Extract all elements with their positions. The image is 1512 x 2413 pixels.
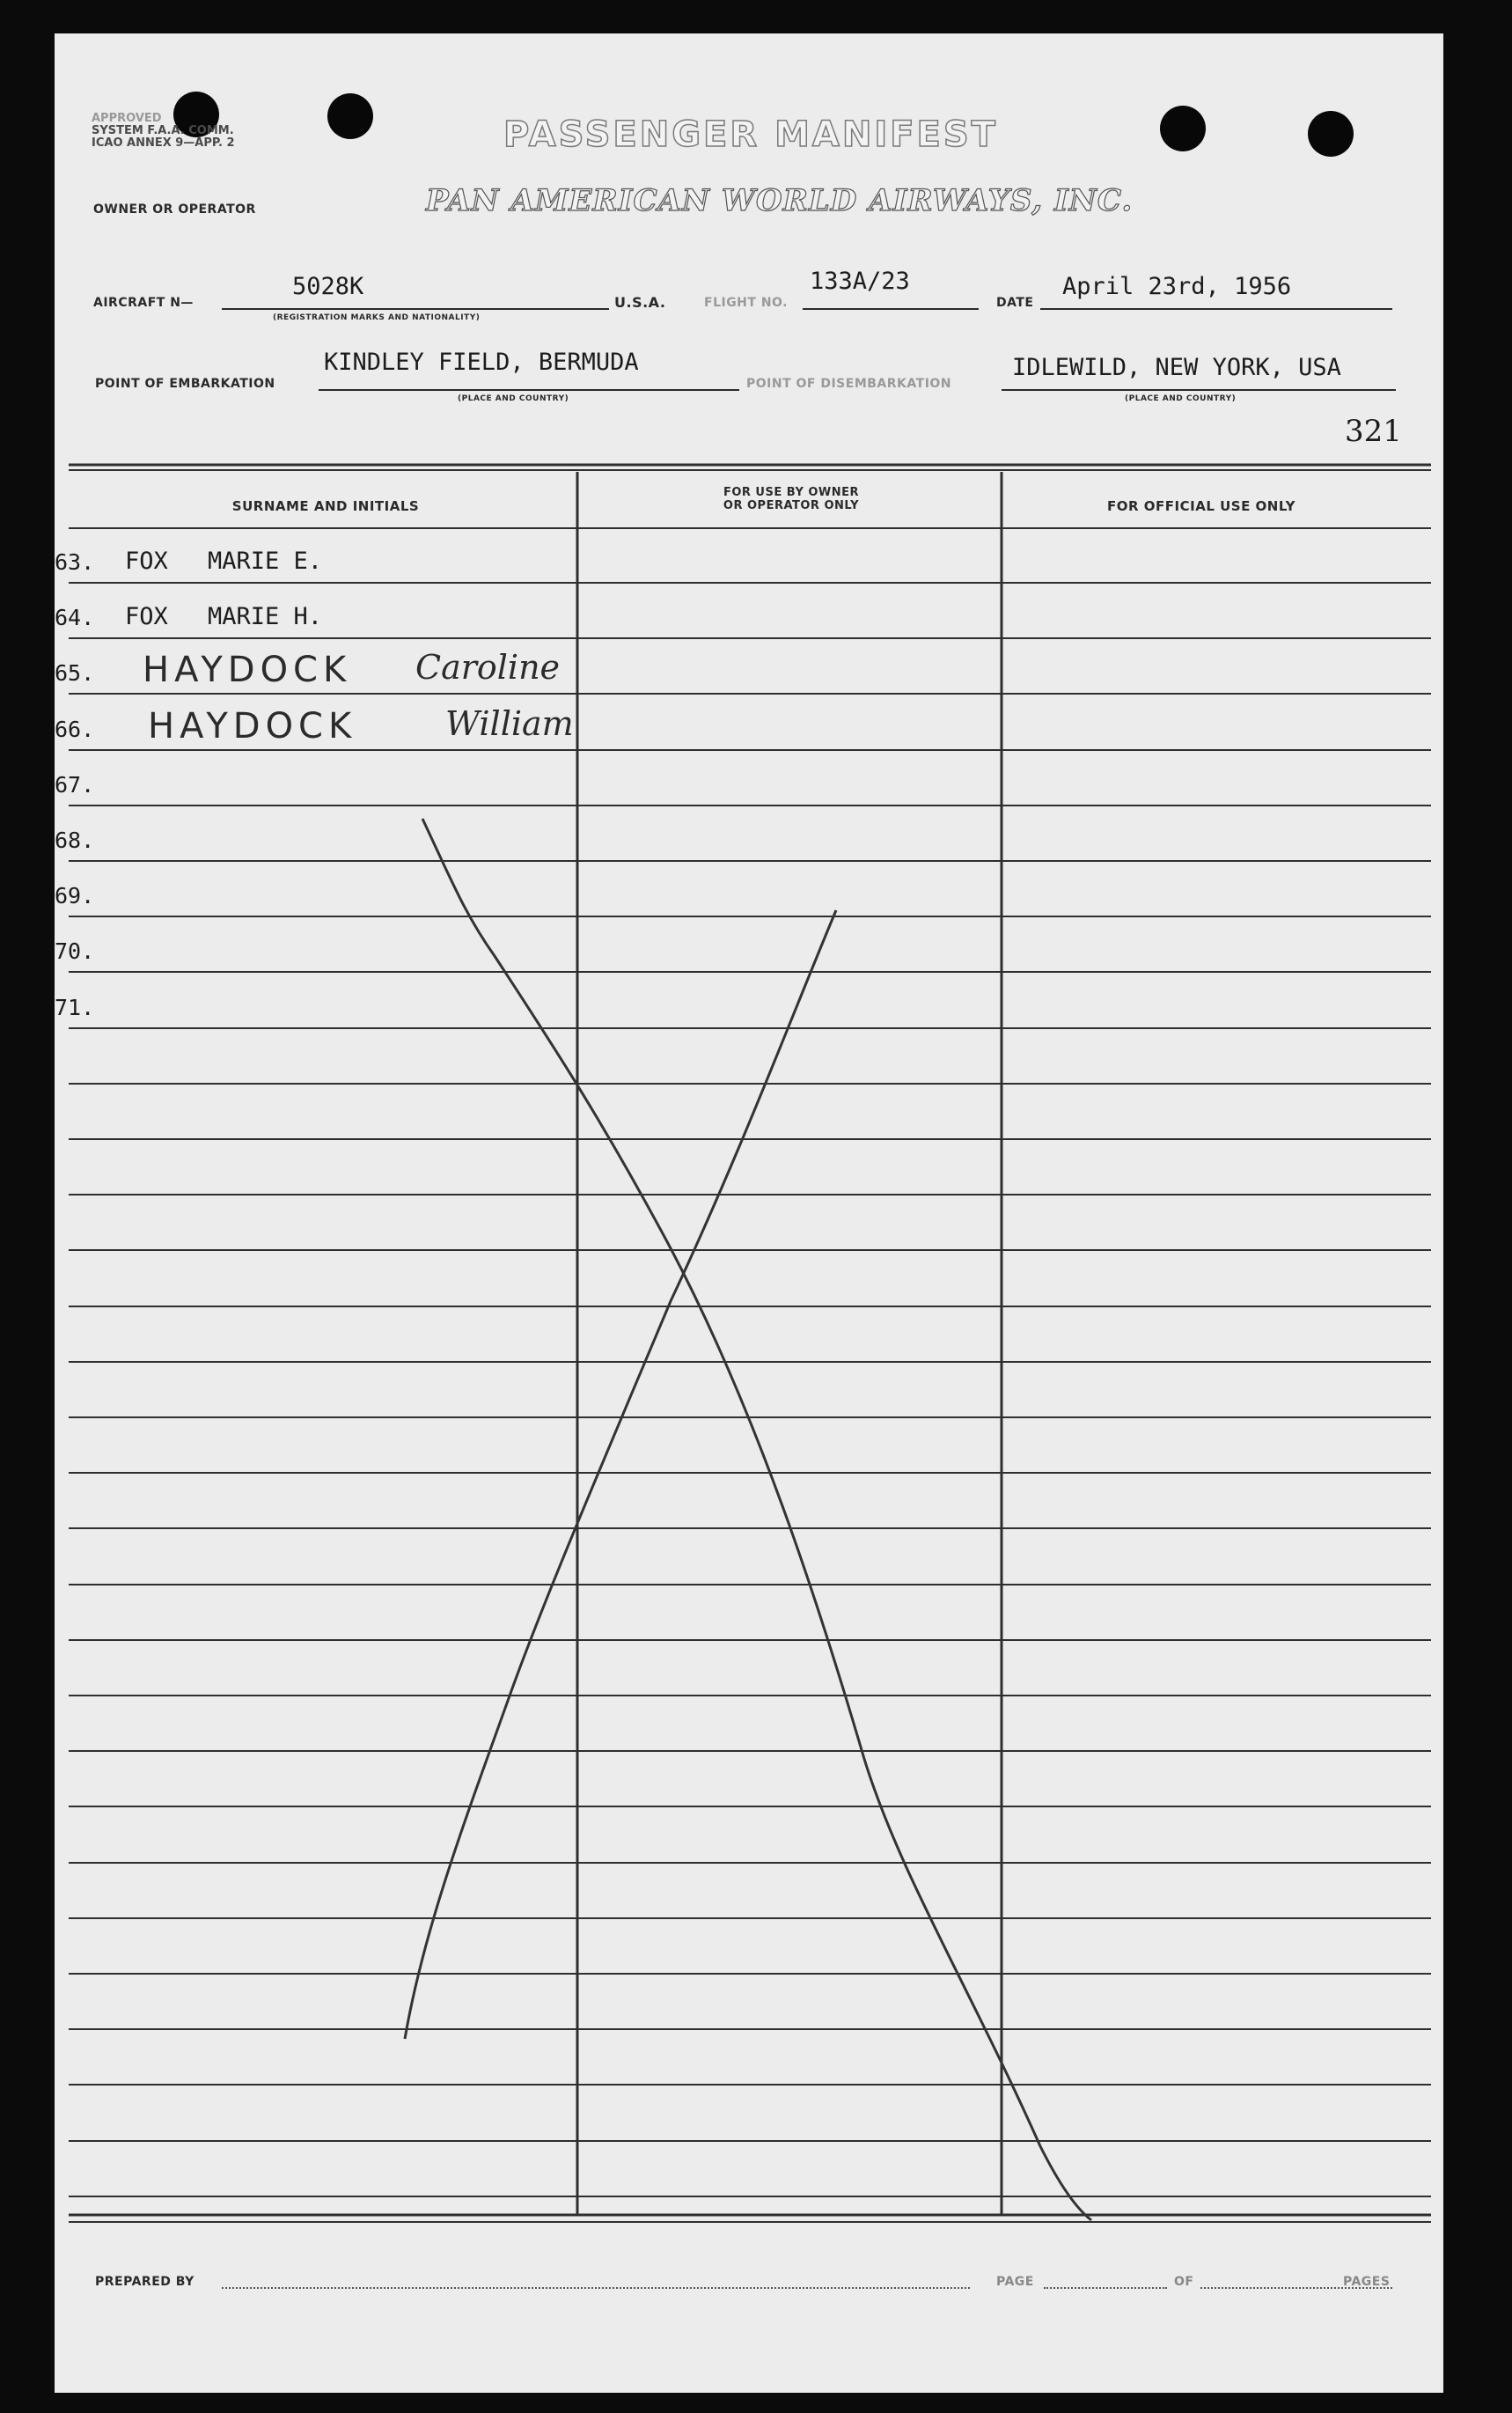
embarkation-label: POINT OF EMBARKATION: [95, 377, 275, 391]
date-value: April 23rd, 1956: [1062, 273, 1292, 300]
pages-label: PAGES: [1343, 2275, 1391, 2289]
row-number: 64.: [55, 605, 95, 630]
disembarkation-caption: (PLACE AND COUNTRY): [1125, 394, 1237, 403]
passenger-given-name: MARIE E.: [208, 548, 323, 575]
table-row: [55, 933, 1443, 972]
row-number: 67.: [55, 772, 95, 798]
passenger-given-name: William: [445, 704, 574, 743]
approval-line-1: APPROVED: [92, 112, 162, 125]
table-row: [55, 822, 1443, 861]
usa-label: U.S.A.: [614, 294, 666, 311]
row-number: 70.: [55, 938, 95, 964]
table-row: [55, 600, 1443, 638]
aircraft-value: 5028K: [292, 273, 364, 300]
col-official-header: FOR OFFICIAL USE ONLY: [1107, 498, 1295, 514]
passenger-surname: HAYDOCK: [148, 706, 357, 747]
passenger-given-name: MARIE H.: [208, 603, 323, 630]
row-number: 65.: [55, 660, 95, 686]
company-name: PAN AMERICAN WORLD AIRWAYS, INC.: [426, 183, 1134, 218]
passenger-given-name: Caroline: [415, 648, 561, 687]
row-number: 68.: [55, 828, 95, 853]
registration-caption: (REGISTRATION MARKS AND NATIONALITY): [273, 313, 481, 322]
manifest-sheet: [55, 33, 1443, 2393]
flight-value: 133A/23: [810, 268, 910, 295]
of-label: OF: [1174, 2275, 1194, 2289]
prepared-by-line: [222, 2287, 970, 2289]
row-number: 71.: [55, 995, 95, 1020]
passenger-surname: HAYDOCK: [143, 650, 352, 690]
aircraft-label: AIRCRAFT N—: [93, 296, 194, 310]
flight-label: FLIGHT NO.: [704, 296, 788, 310]
table-row: [55, 989, 1443, 1028]
table-row: [55, 648, 1443, 694]
date-label: DATE: [996, 296, 1034, 310]
approval-line-3: ICAO ANNEX 9—APP. 2: [92, 136, 235, 150]
page-number: 321: [1345, 414, 1402, 449]
col-surname-header: SURNAME AND INITIALS: [231, 498, 420, 514]
page-label: PAGE: [996, 2275, 1034, 2289]
passenger-surname: FOX: [125, 548, 168, 575]
manifest-table: [55, 33, 1443, 2393]
table-row: [55, 704, 1443, 750]
owner-label: OWNER OR OPERATOR: [93, 202, 256, 217]
row-number: 69.: [55, 883, 95, 909]
embarkation-value: KINDLEY FIELD, BERMUDA: [324, 349, 639, 376]
row-number: 63.: [55, 549, 95, 575]
table-row: [55, 767, 1443, 806]
table-row: [55, 544, 1443, 583]
col-owner-header-line1: FOR USE BY OWNER: [723, 486, 860, 499]
page-title: PASSENGER MANIFEST: [503, 114, 998, 155]
approval-line-2: SYSTEM F.A.A. COMM.: [92, 124, 234, 137]
prepared-by-label: PREPARED BY: [95, 2275, 195, 2289]
row-number: 66.: [55, 717, 95, 742]
embarkation-caption: (PLACE AND COUNTRY): [458, 394, 569, 403]
disembarkation-label: POINT OF DISEMBARKATION: [746, 377, 952, 391]
col-owner-header-line2: OR OPERATOR ONLY: [723, 499, 860, 512]
page-line: [1044, 2287, 1167, 2289]
disembarkation-value: IDLEWILD, NEW YORK, USA: [1012, 354, 1341, 381]
table-row: [55, 878, 1443, 916]
passenger-surname: FOX: [125, 603, 168, 630]
